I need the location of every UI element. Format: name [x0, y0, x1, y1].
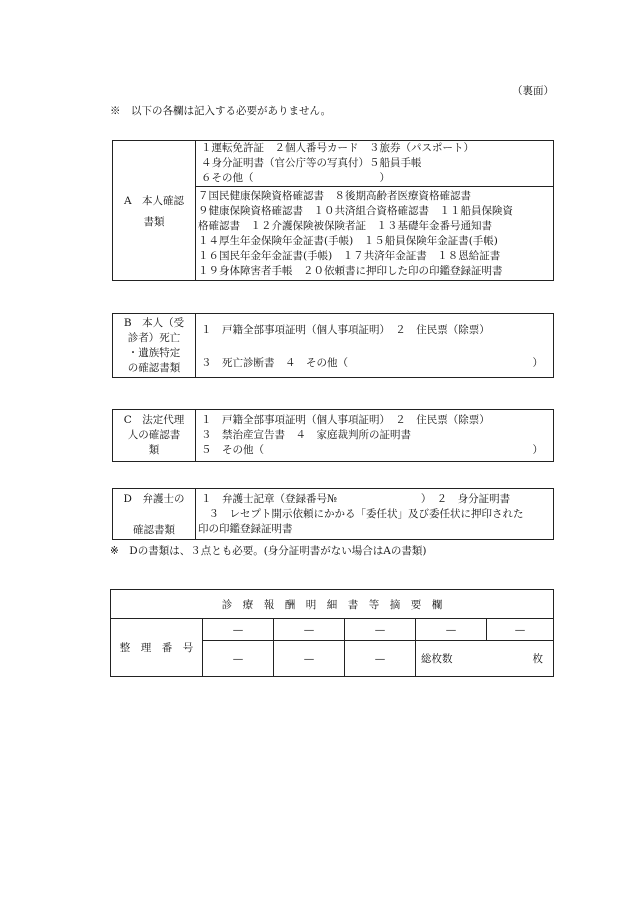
- number-label: 整 理 番 号: [111, 619, 203, 677]
- number-cell: —: [203, 641, 274, 677]
- number-cell: —: [274, 619, 345, 641]
- list-item: １４厚生年金保険年金証書(手帳) １５船員保険年金証書(手帳): [198, 234, 498, 247]
- number-cell: —: [274, 641, 345, 677]
- note-no-entry: ※ 以下の各欄は記入する必要がありません。: [110, 105, 332, 117]
- section-c-table: [112, 409, 554, 462]
- list-item: 格確認書 １２介護保険被保険者証 １３基礎年金番号通知書: [198, 219, 492, 232]
- list-item: ３ 禁治産宣告書 ４ 家庭裁判所の証明書: [201, 429, 411, 441]
- section-a-label: A 本人確認 書類: [113, 141, 196, 281]
- list-item: 印の印鑑登録証明書: [198, 522, 293, 535]
- section-c-docs: [196, 410, 554, 462]
- section-d-docs: [196, 489, 554, 540]
- total-sheets-cell: [416, 641, 554, 677]
- summary-title: 診 療 報 酬 明 細 書 等 摘 要 欄: [111, 590, 554, 619]
- list-item: ６その他（ ）: [201, 172, 390, 184]
- total-sheets-label: 総枚数: [421, 653, 453, 665]
- list-item: １６国民年金年金証書(手帳) １７共済年金証書 １８恩給証書: [198, 249, 501, 262]
- list-item: １９身体障害者手帳 ２０依頼書に押印した印の印鑑登録証明書: [198, 264, 503, 277]
- list-item: ９健康保険資格確認書 １０共済組合資格確認書 １１船員保険資: [198, 204, 513, 217]
- section-b-label: B 本人（受 診者）死亡 ・遺族特定 の確認書類: [113, 314, 196, 378]
- section-d-label: D 弁護士の 確認書類: [113, 489, 196, 540]
- list-item: ３ 死亡診断書 ４ その他（ ）: [201, 356, 543, 369]
- number-cell: —: [487, 619, 554, 641]
- section-b-docs: [196, 314, 554, 378]
- number-cell: —: [345, 619, 416, 641]
- section-d-footnote: ※ Dの書類は、３点とも必要。(身分証明書がない場合はAの書類): [110, 545, 427, 557]
- back-side-label: （裏面）: [512, 85, 554, 97]
- total-sheets-unit: 枚: [532, 653, 543, 665]
- list-item: １運転免許証 ２個人番号カード ３旅券（パスポート）: [201, 142, 474, 154]
- summary-table: [110, 589, 554, 677]
- list-item: ４身分証明書（官公庁等の写真付）５船員手帳: [201, 157, 422, 169]
- number-cell: —: [416, 619, 487, 641]
- section-d-table: [112, 488, 554, 540]
- list-item: １ 戸籍全部事項証明（個人事項証明） ２ 住民票（除票）: [201, 323, 490, 336]
- list-item: ５ その他（ ）: [201, 444, 543, 456]
- list-item: ７国民健康保険資格確認書 ８後期高齢者医療資格確認書: [198, 189, 471, 202]
- section-a-docs-1: [196, 141, 554, 187]
- section-c-label: C 法定代理 人の確認書 類: [113, 410, 196, 462]
- list-item: ３ レセプト開示依頼にかかる「委任状」及び委任状に押印された: [198, 507, 524, 520]
- number-cell: —: [203, 619, 274, 641]
- list-item: １ 弁護士記章（登録番号№ ） ２ 身分証明書: [201, 492, 511, 505]
- section-b-table: [112, 313, 554, 378]
- number-cell: —: [345, 641, 416, 677]
- section-a-docs-2: [196, 187, 554, 281]
- list-item: １ 戸籍全部事項証明（個人事項証明） ２ 住民票（除票）: [201, 414, 490, 426]
- section-a-table: [112, 140, 554, 281]
